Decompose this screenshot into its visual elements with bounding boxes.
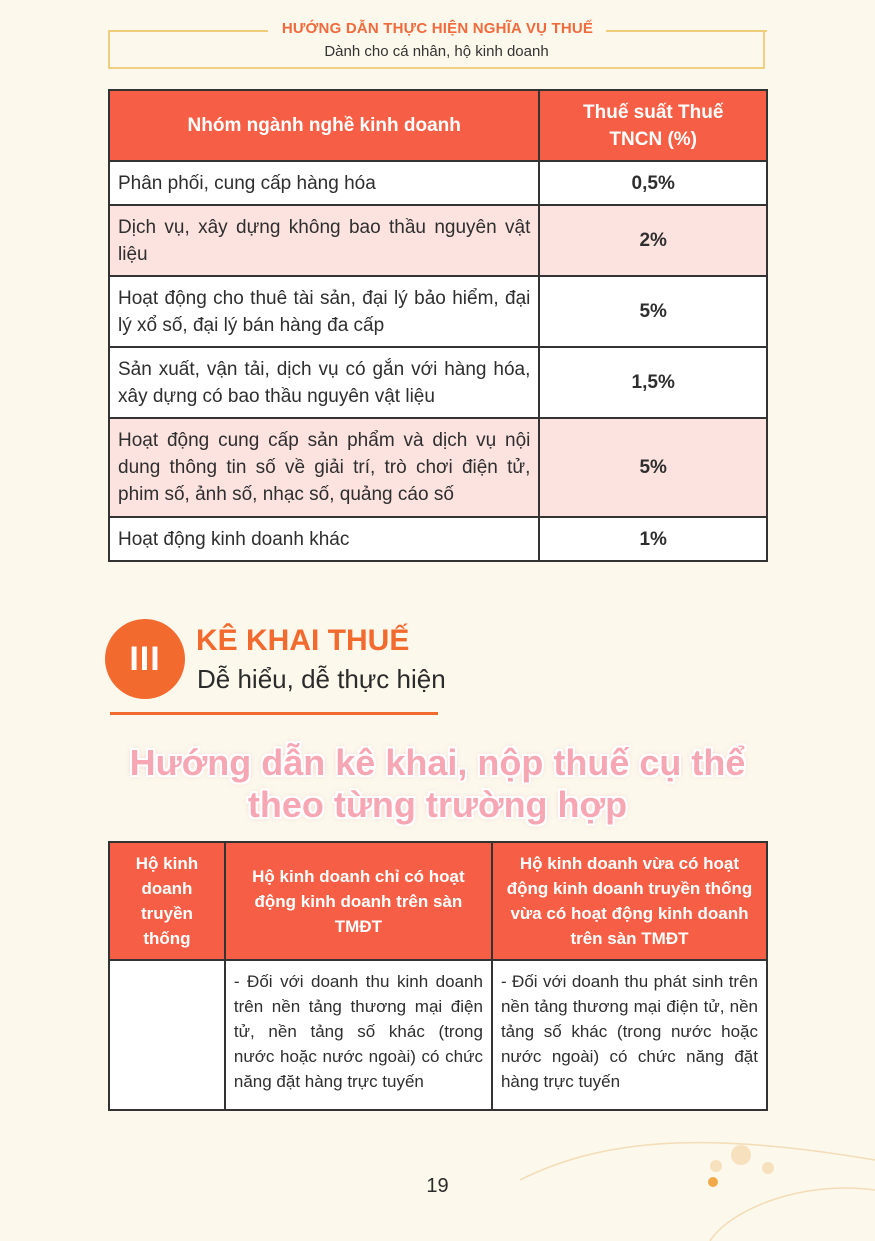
section-number-badge: III <box>105 619 185 699</box>
rate-cell: 2% <box>539 205 767 276</box>
traditional-cell <box>109 960 225 1110</box>
section-divider <box>110 712 438 715</box>
col-header-ecommerce-only: Hộ kinh doanh chỉ có hoạt động kinh doanh trên sàn TMĐT <box>225 842 492 960</box>
sector-cell: Phân phối, cung cấp hàng hóa <box>109 161 539 205</box>
sector-cell: Dịch vụ, xây dựng không bao thầu nguyên vật liệu <box>109 205 539 276</box>
rate-cell: 1% <box>539 517 767 561</box>
mixed-cell: - Đối với doanh thu phát sinh trên nền tảng thương mại điện tử, nền tảng số khác (trong nước hoặc nước ngoài) có chức năng đặt hàng trực tuyến <box>492 960 767 1110</box>
table-header-row <box>109 90 767 161</box>
section-title: KÊ KHAI THUẾ <box>196 624 410 657</box>
col-header-rate: Thuế suất Thuế TNCN (%) <box>539 90 767 161</box>
table-row <box>109 347 767 418</box>
table-row <box>109 517 767 561</box>
rate-cell: 1,5% <box>539 347 767 418</box>
col-header-sector: Nhóm ngành nghề kinh doanh <box>109 90 539 161</box>
col-header-mixed: Hộ kinh doanh vừa có hoạt động kinh doanh truyền thống vừa có hoạt động kinh doanh trên sàn TMĐT <box>492 842 767 960</box>
header-title: HƯỚNG DẪN THỰC HIỆN NGHĨA VỤ THUẾ <box>281 20 594 37</box>
sector-cell: Hoạt động kinh doanh khác <box>109 517 539 561</box>
table-row <box>109 418 767 517</box>
ecommerce-only-cell: - Đối với doanh thu kinh doanh trên nền tảng thương mại điện tử, nền tảng số khác (trong nước hoặc nước ngoài) có chức năng đặt hàng trực tuyến <box>225 960 492 1110</box>
declaration-cases-table <box>108 841 768 1111</box>
tax-rates-table <box>108 89 768 562</box>
table-row <box>109 161 767 205</box>
sector-cell: Sản xuất, vận tải, dịch vụ có gắn với hàng hóa, xây dựng có bao thầu nguyên vật liệu <box>109 347 539 418</box>
rate-cell: 5% <box>539 418 767 517</box>
guide-title <box>0 742 875 826</box>
table-row <box>109 276 767 347</box>
table-row <box>109 960 767 1110</box>
sector-cell: Hoạt động cho thuê tài sản, đại lý bảo hiểm, đại lý xổ số, đại lý bán hàng đa cấp <box>109 276 539 347</box>
rate-cell: 0,5% <box>539 161 767 205</box>
section-subtitle: Dễ hiểu, dễ thực hiện <box>197 664 446 694</box>
table-header-row <box>109 842 767 960</box>
table-row <box>109 205 767 276</box>
guide-title-text: Hướng dẫn kê khai, nộp thuế cụ thể theo từng trường hợp <box>129 742 746 825</box>
rate-cell: 5% <box>539 276 767 347</box>
sector-cell: Hoạt động cung cấp sản phẩm và dịch vụ nội dung thông tin số về giải trí, trò chơi điện tử, phim số, ảnh số, nhạc số, quảng cáo số <box>109 418 539 517</box>
header-subtitle: Dành cho cá nhân, hộ kinh doanh <box>108 31 765 69</box>
page-number: 19 <box>426 1175 449 1197</box>
col-header-traditional: Hộ kinh doanh truyền thống <box>109 842 225 960</box>
